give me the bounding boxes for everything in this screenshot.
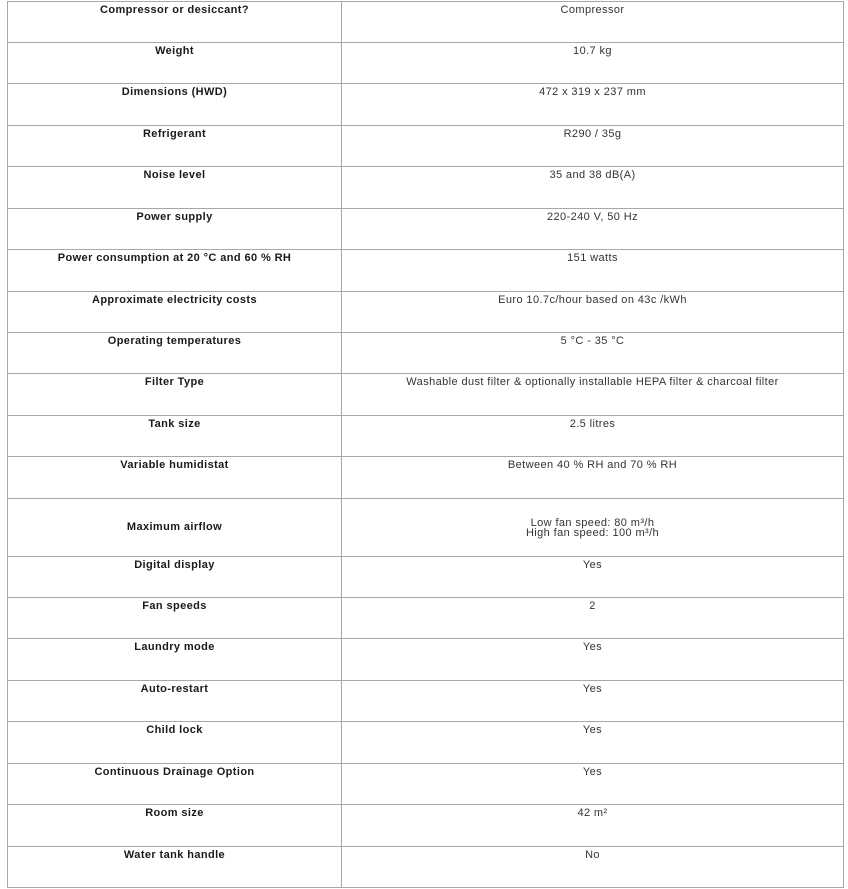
spec-label: Room size (8, 805, 342, 847)
table-row (8, 557, 844, 598)
spec-value: Yes (342, 557, 844, 598)
table-row (8, 499, 844, 557)
spec-label: Power supply (8, 209, 342, 250)
spec-table (7, 1, 844, 888)
spec-label: Continuous Drainage Option (8, 764, 342, 805)
table-row (8, 722, 844, 764)
spec-value: R290 / 35g (342, 126, 844, 167)
spec-label: Variable humidistat (8, 457, 342, 499)
spec-value: Yes (342, 639, 844, 681)
spec-value: Yes (342, 764, 844, 805)
table-row (8, 374, 844, 416)
table-row (8, 333, 844, 374)
spec-label: Auto-restart (8, 681, 342, 722)
spec-label: Operating temperatures (8, 333, 342, 374)
table-row (8, 847, 844, 888)
spec-label: Laundry mode (8, 639, 342, 681)
table-row (8, 292, 844, 333)
spec-value: 5 °C - 35 °C (342, 333, 844, 374)
table-row (8, 416, 844, 457)
spec-label: Dimensions (HWD) (8, 84, 342, 126)
table-row (8, 250, 844, 292)
table-row (8, 805, 844, 847)
table-row (8, 681, 844, 722)
table-row (8, 167, 844, 209)
spec-label: Weight (8, 43, 342, 84)
spec-value: No (342, 847, 844, 888)
table-row (8, 126, 844, 167)
table-row (8, 209, 844, 250)
spec-value: 2.5 litres (342, 416, 844, 457)
spec-label: Fan speeds (8, 598, 342, 639)
spec-value: 42 m² (342, 805, 844, 847)
spec-label: Noise level (8, 167, 342, 209)
spec-value: Yes (342, 722, 844, 764)
spec-label: Digital display (8, 557, 342, 598)
spec-value-line: High fan speed: 100 m³/h (525, 526, 660, 539)
spec-value: 35 and 38 dB(A) (342, 167, 844, 209)
table-row (8, 2, 844, 43)
spec-label: Approximate electricity costs (8, 292, 342, 333)
spec-value: Yes (342, 681, 844, 722)
table-row (8, 639, 844, 681)
spec-label: Power consumption at 20 °C and 60 % RH (8, 250, 342, 292)
spec-value: 2 (342, 598, 844, 639)
spec-label: Filter Type (8, 374, 342, 416)
spec-value: 220-240 V, 50 Hz (342, 209, 844, 250)
spec-label: Child lock (8, 722, 342, 764)
table-row (8, 43, 844, 84)
table-row (8, 84, 844, 126)
table-row (8, 598, 844, 639)
spec-value-line: Low fan speed: 80 m³/h (530, 516, 655, 529)
spec-label: Refrigerant (8, 126, 342, 167)
spec-value: 472 x 319 x 237 mm (342, 84, 844, 126)
table-row (8, 457, 844, 499)
spec-value: 151 watts (342, 250, 844, 292)
spec-value: Compressor (342, 2, 844, 43)
spec-label: Compressor or desiccant? (8, 2, 342, 43)
spec-value (342, 499, 844, 557)
spec-label: Tank size (8, 416, 342, 457)
spec-label: Maximum airflow (8, 499, 342, 557)
spec-label: Water tank handle (8, 847, 342, 888)
spec-value: 10.7 kg (342, 43, 844, 84)
table-row (8, 764, 844, 805)
spec-value: Between 40 % RH and 70 % RH (342, 457, 844, 499)
spec-value: Euro 10.7c/hour based on 43c /kWh (342, 292, 844, 333)
spec-value: Washable dust filter & optionally installable HEPA filter & charcoal filter (342, 374, 844, 416)
